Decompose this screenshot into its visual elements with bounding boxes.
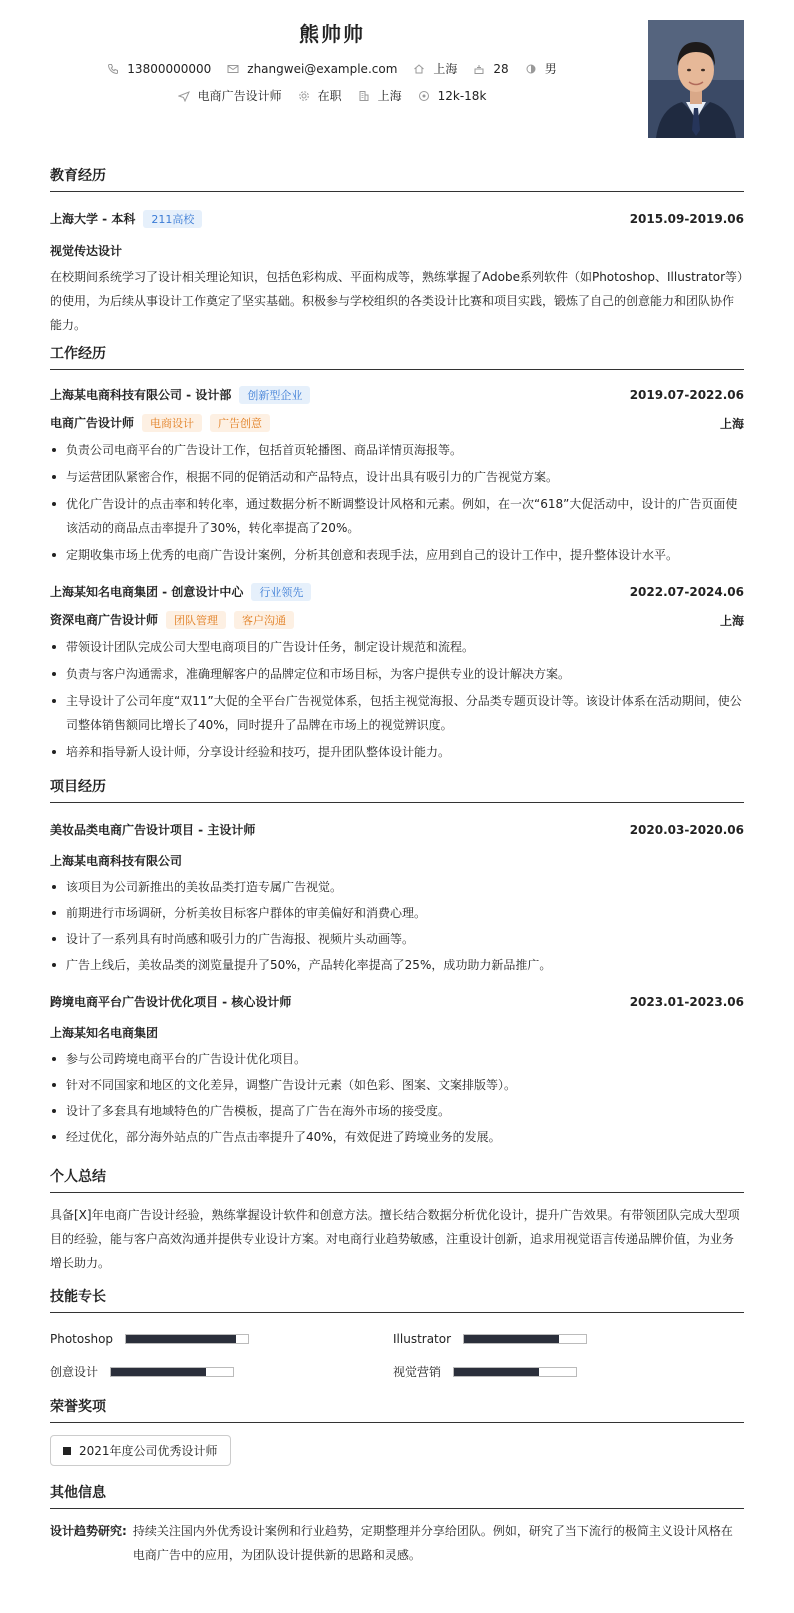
award-badge [50, 1435, 231, 1466]
status-item [298, 87, 342, 104]
project-name: 跨境电商平台广告设计优化项目 - 核心设计师 [50, 995, 292, 1009]
summary-text: 具备[X]年电商广告设计经验，熟练掌握设计软件和创意方法。擅长结合数据分析优化设计，提升广告效果。有带领团队完成大型项目的经验，能与客户高效沟通并提供专业设计方案。对电商行业趋势敏感，注重设计创新，追求用视觉语言传递品牌价值，为业务增长助力。 [50, 1208, 740, 1270]
project-org: 上海某知名电商集团 [50, 1026, 159, 1040]
list-item: 负责与客户沟通需求，准确理解客户的品牌定位和市场目标，为客户提供专业的设计解决方案。 [50, 662, 744, 686]
phone-item [107, 62, 211, 76]
skill-name: 视觉营销 [393, 1365, 442, 1379]
job-title-text: 电商广告设计师 [197, 89, 282, 103]
send-icon [178, 90, 190, 102]
other-text: 持续关注国内外优秀设计案例和行业趋势，定期整理并分享给团队。例如，研究了当下流行的极简主义设计风格在电商广告中的应用，为团队设计提供新的思路和灵感。 [132, 1524, 733, 1562]
gender-text: 男 [544, 62, 557, 76]
candidate-name: 熊帅帅 [299, 22, 365, 46]
skill-bar-fill [454, 1368, 539, 1376]
project-bullets [50, 1047, 744, 1149]
coin-icon [418, 90, 430, 102]
job-location: 上海 [719, 613, 744, 628]
cake-icon [473, 63, 485, 75]
list-item: 参与公司跨境电商平台的广告设计优化项目。 [50, 1047, 744, 1071]
role-row [50, 414, 744, 432]
project-entry [50, 993, 744, 1149]
gender-icon [525, 63, 537, 75]
email-item [227, 62, 397, 76]
list-item: 设计了一系列具有时尚感和吸引力的广告海报、视频片头动画等。 [50, 927, 744, 951]
section-title: 教育经历 [50, 165, 744, 192]
skill-bar-fill [111, 1368, 206, 1376]
list-item: 培养和指导新人设计师，分享设计经验和技巧，提升团队整体设计能力。 [50, 740, 744, 764]
job-period: 2019.07-2022.06 [629, 388, 744, 402]
skill-bar [110, 1367, 234, 1377]
job-period: 2022.07-2024.06 [629, 585, 744, 599]
work-section [50, 343, 744, 764]
award-text: 2021年度公司优秀设计师 [79, 1444, 218, 1458]
skill-bar-fill [126, 1335, 236, 1343]
role-name: 资深电商广告设计师 [50, 613, 159, 627]
school-name: 上海大学 - 本科 [50, 212, 136, 226]
education-header [50, 210, 744, 228]
mail-icon [227, 63, 239, 75]
role-tag: 电商设计 [142, 414, 202, 432]
list-item: 设计了多套具有地域特色的广告模板，提高了广告在海外市场的接受度。 [50, 1099, 744, 1123]
company-name: 上海某电商科技有限公司 - 设计部 [50, 388, 232, 402]
home-icon [413, 63, 425, 75]
list-item: 优化广告设计的点击率和转化率，通过数据分析不断调整设计风格和元素。例如，在一次“618”大促活动中，设计的广告页面使该活动的商品点击率提升了30%，转化率提高了20%。 [50, 492, 744, 540]
project-header [50, 993, 744, 1010]
project-header [50, 821, 744, 838]
role-line [50, 414, 270, 432]
phone-text: 13800000000 [127, 61, 212, 76]
skills-section [50, 1286, 744, 1383]
list-item: 前期进行市场调研，分析美妆目标客户群体的审美偏好和消费心理。 [50, 901, 744, 925]
summary-section [50, 1166, 744, 1275]
education-description: 在校期间系统学习了设计相关理论知识，包括色彩构成、平面构成等，熟练掌握了Adobe系列软件（如Photoshop、Illustrator等）的使用，为后续从事设计工作奠定了坚实基础。积极参与学校组织的各类设计比赛和项目实践，锻炼了自己的创意能力和团队协作能力。 [50, 270, 744, 332]
job-header [50, 583, 744, 601]
list-item: 定期收集市场上优秀的电商广告设计案例，分析其创意和表现手法，应用到自己的设计工作中，提升整体设计水平。 [50, 543, 744, 567]
company-line [50, 386, 310, 404]
skill-bar [463, 1334, 587, 1344]
gender-item [525, 60, 557, 77]
company-line [50, 583, 311, 601]
company-name: 上海某知名电商集团 - 创意设计中心 [50, 585, 244, 599]
skills-grid [50, 1313, 744, 1383]
list-item: 与运营团队紧密合作，根据不同的促销活动和产品特点，设计出具有吸引力的广告视觉方案。 [50, 465, 744, 489]
project-org: 上海某电商科技有限公司 [50, 854, 183, 868]
company-tag: 创新型企业 [239, 386, 310, 404]
role-name: 电商广告设计师 [50, 416, 135, 430]
other-item [50, 1519, 744, 1567]
section-title: 技能专长 [50, 1286, 744, 1313]
status-text: 在职 [317, 89, 342, 103]
section-title: 荣誉奖项 [50, 1396, 744, 1423]
contact-row [50, 60, 614, 77]
job-entry [50, 583, 744, 764]
target-city-text: 上海 [377, 89, 402, 103]
skill-bar-fill [464, 1335, 559, 1343]
list-item: 经过优化，部分海外站点的广告点击率提升了40%，有效促进了跨境业务的发展。 [50, 1125, 744, 1149]
project-period: 2023.01-2023.06 [629, 994, 744, 1009]
skill-name: 创意设计 [50, 1365, 99, 1379]
skill-bar [453, 1367, 577, 1377]
job-title-item [178, 87, 282, 104]
section-title: 个人总结 [50, 1166, 744, 1193]
skill-item [393, 1332, 587, 1346]
school-line [50, 210, 202, 228]
project-entry [50, 821, 744, 977]
career-row [50, 87, 614, 104]
job-entry [50, 386, 744, 567]
list-item: 针对不同国家和地区的文化差异，调整广告设计元素（如色彩、图案、文案排版等）。 [50, 1073, 744, 1097]
school-tag: 211高校 [143, 210, 202, 228]
list-item: 广告上线后，美妆品类的浏览量提升了50%，产品转化率提高了25%，成功助力新品推广。 [50, 953, 744, 977]
role-line [50, 611, 294, 629]
other-section [50, 1482, 744, 1567]
role-row [50, 611, 744, 629]
city-item [413, 60, 457, 77]
job-location: 上海 [719, 416, 744, 431]
project-period: 2020.03-2020.06 [629, 822, 744, 837]
salary-text: 12k-18k [437, 88, 487, 103]
honors-section [50, 1396, 744, 1466]
education-section [50, 165, 744, 337]
skill-item [393, 1363, 577, 1380]
project-bullets [50, 875, 744, 977]
job-bullets [50, 635, 744, 764]
education-period: 2015.09-2019.06 [629, 212, 744, 226]
target-city-item [358, 87, 402, 104]
list-item: 该项目为公司新推出的美妆品类打造专属广告视觉。 [50, 875, 744, 899]
salary-item [418, 89, 487, 103]
role-tag: 团队管理 [166, 611, 226, 629]
building-icon [358, 90, 370, 102]
company-tag: 行业领先 [251, 583, 311, 601]
profile-photo [648, 20, 744, 138]
skill-item [50, 1363, 234, 1380]
project-name: 美妆品类电商广告设计项目 - 主设计师 [50, 823, 256, 837]
job-header [50, 386, 744, 404]
phone-icon [107, 63, 119, 75]
resume-header [50, 0, 744, 160]
section-title: 项目经历 [50, 776, 744, 803]
skill-item [50, 1332, 249, 1346]
list-item: 负责公司电商平台的广告设计工作，包括首页轮播图、商品详情页海报等。 [50, 438, 744, 462]
section-title: 其他信息 [50, 1482, 744, 1509]
section-title: 工作经历 [50, 343, 744, 370]
skill-bar [125, 1334, 249, 1344]
age-text: 28 [493, 61, 509, 76]
list-item: 主导设计了公司年度“双11”大促的全平台广告视觉体系，包括主视觉海报、分品类专题页设计等。该设计体系在活动期间，使公司整体销售额同比增长了40%，同时提升了品牌在市场上的视觉辨识度。 [50, 689, 744, 737]
skill-name: Photoshop [50, 1332, 114, 1346]
role-tag: 客户沟通 [234, 611, 294, 629]
list-item: 带领设计团队完成公司大型电商项目的广告设计任务，制定设计规范和流程。 [50, 635, 744, 659]
gear-icon [298, 90, 310, 102]
role-tag: 广告创意 [210, 414, 270, 432]
honors-list [50, 1435, 744, 1466]
major: 视觉传达设计 [50, 244, 123, 258]
job-bullets [50, 438, 744, 567]
skill-name: Illustrator [393, 1332, 452, 1346]
email-text: zhangwei@example.com [247, 61, 398, 76]
city-text: 上海 [433, 62, 458, 76]
square-bullet-icon [63, 1447, 71, 1455]
other-label: 设计趋势研究: [50, 1524, 127, 1538]
projects-section [50, 776, 744, 1149]
age-item [473, 62, 508, 76]
